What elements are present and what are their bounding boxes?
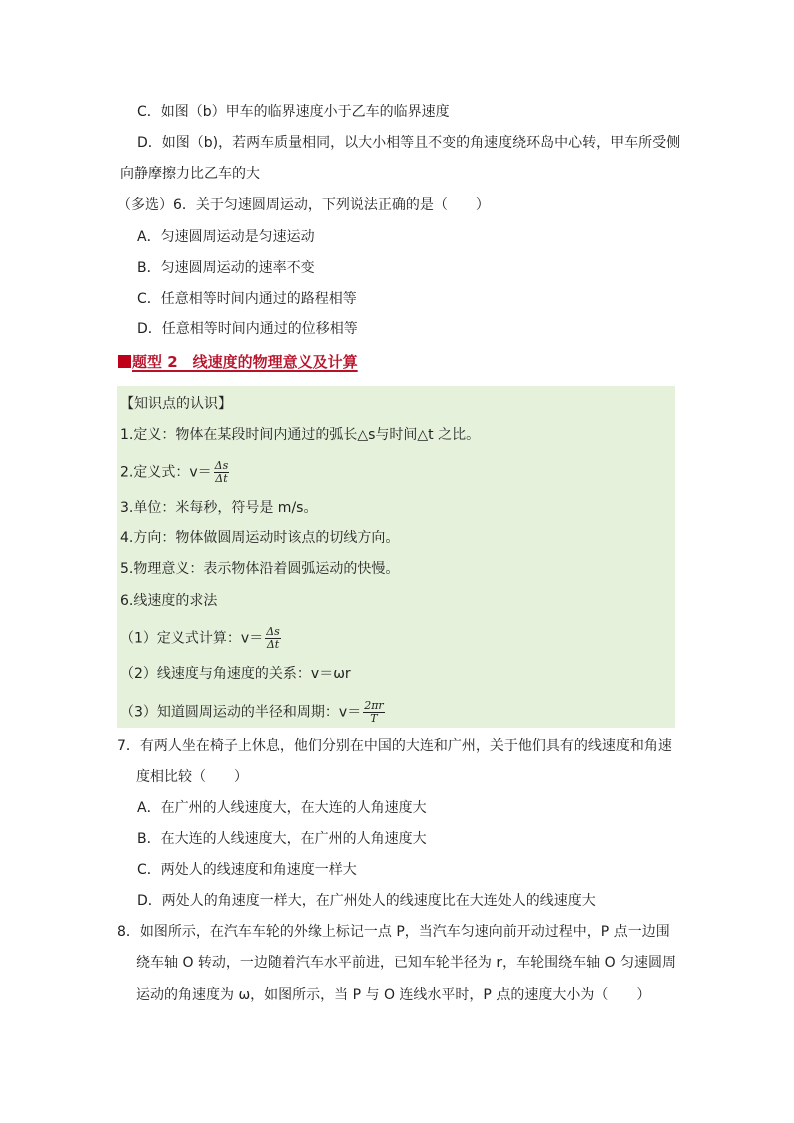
knowledge-item-6-1-text: （1）定义式计算：v＝	[120, 630, 264, 647]
fraction-ds-dt-2	[265, 626, 281, 651]
q6-option-b: B．匀速圆周运动的速率不变	[137, 260, 315, 276]
knowledge-item-2-text: 2.定义式：v＝	[120, 464, 212, 481]
q7-option-b: B．在大连的人线速度大，在广州的人角速度大	[137, 831, 427, 847]
question-8-stem: 8．如图所示，在汽车车轮的外缘上标记一点 P，当汽车匀速向前开动过程中，P 点一边围	[117, 924, 670, 940]
knowledge-header: 【知识点的认识】	[120, 396, 232, 412]
knowledge-item-6-3-text: （3）知道圆周运动的半径和周期：v＝	[120, 704, 362, 721]
option-c-prev: C．如图（b）甲车的临界速度小于乙车的临界速度	[137, 104, 450, 120]
q7-option-a: A．在广州的人线速度大，在大连的人角速度大	[137, 800, 427, 816]
q7-option-d: D．两处人的角速度一样大，在广州处人的线速度比在大连处人的线速度大	[137, 893, 596, 909]
knowledge-item-2	[120, 460, 229, 485]
fraction-2pir-T	[363, 700, 385, 725]
q7-option-c: C．两处人的线速度和角速度一样大	[137, 862, 357, 878]
q6-option-c: C．任意相等时间内通过的路程相等	[137, 291, 357, 307]
fraction-numerator: Δs	[266, 625, 280, 638]
option-d-prev: D．如图（b)，若两车质量相同，以大小相等且不变的角速度绕环岛中心转，甲车所受侧	[137, 135, 681, 151]
knowledge-item-3: 3.单位：米每秒，符号是 m/s。	[120, 500, 318, 516]
red-square-icon	[118, 355, 131, 368]
section-heading	[118, 351, 358, 371]
knowledge-item-1: 1.定义：物体在某段时间内通过的弧长△s与时间△t 之比。	[120, 427, 481, 443]
question-7-stem-cont: 度相比较（ ）	[136, 769, 248, 785]
knowledge-item-5: 5.物理意义：表示物体沿着圆弧运动的快慢。	[120, 561, 400, 577]
fraction-denominator: Δt	[266, 638, 280, 651]
option-d-prev-cont: 向静摩擦力比乙车的大	[120, 166, 260, 182]
knowledge-item-6-3	[120, 700, 385, 725]
question-8-line-2: 绕车轴 O 转动，一边随着汽车水平前进，已知车轮半径为 r，车轮围绕车轴 O 匀速圆周	[136, 955, 677, 971]
fraction-numerator: Δs	[214, 459, 229, 472]
question-8-line-3: 运动的角速度为 ω，如图所示，当 P 与 O 连线水平时，P 点的速度大小为（ ）	[136, 987, 651, 1003]
fraction-denominator: T	[370, 712, 378, 725]
fraction-ds-dt	[214, 460, 230, 485]
knowledge-item-6-1	[120, 626, 281, 651]
question-7-stem: 7．有两人坐在椅子上休息，他们分别在中国的大连和广州，关于他们具有的线速度和角速	[117, 738, 672, 754]
fraction-denominator: Δt	[215, 472, 228, 485]
knowledge-item-6-2: （2）线速度与角速度的关系：v＝ωr	[120, 666, 351, 682]
fraction-numerator: 2πr	[364, 699, 384, 712]
knowledge-item-6: 6.线速度的求法	[120, 593, 218, 609]
knowledge-item-4: 4.方向：物体做圆周运动时该点的切线方向。	[120, 530, 400, 546]
section-title: 题型 2 线速度的物理意义及计算	[132, 353, 358, 371]
question-6-stem: （多选）6．关于匀速圆周运动，下列说法正确的是（ ）	[117, 197, 490, 213]
q6-option-a: A．匀速圆周运动是匀速运动	[137, 229, 315, 245]
q6-option-d: D．任意相等时间内通过的位移相等	[137, 321, 358, 337]
